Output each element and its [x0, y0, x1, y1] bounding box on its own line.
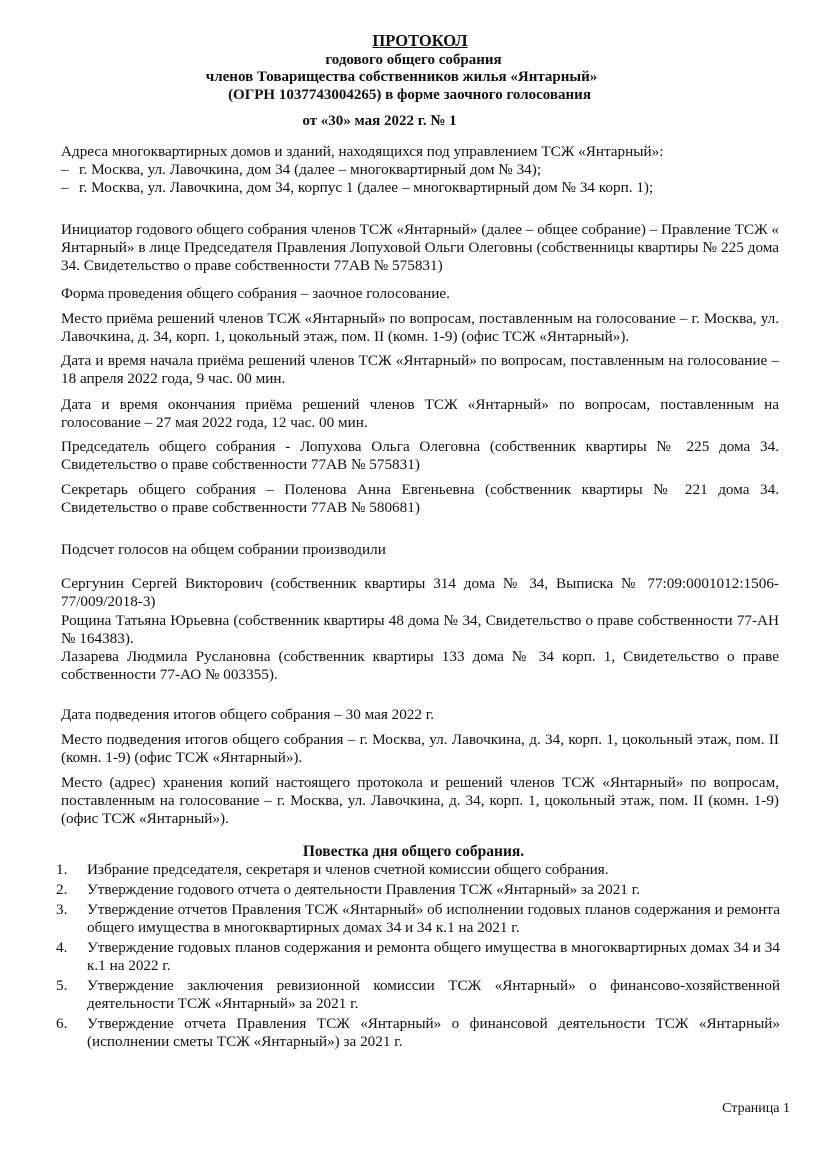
agenda-text: Утверждение заключения ревизионной комиссии ТСЖ «Янтарный» о финансово-хозяйственной деятельности ТСЖ «Янтарный» за 2021 г.	[87, 977, 780, 1012]
storage-paragraph: Место (адрес) хранения копий настоящего протокола и решений членов ТСЖ «Янтарный» по вопросам, поставленным на голосование – г. Москва, ул. Лавочкина, д. 34, корп. 1, цокольный этаж, пом. II (комн. 1-9) (офис ТСЖ «Янтарный»).	[61, 774, 779, 827]
protocol-subtitle: годового общего собрания	[325, 52, 502, 68]
agenda-item	[56, 1015, 780, 1051]
agenda-number: 6.	[56, 1015, 68, 1032]
agenda-text: Утверждение годовых планов содержания и ремонта общего имущества в многоквартирных домах 34 и 34 к.1 на 2022 г.	[87, 939, 780, 974]
initiator-paragraph: Инициатор годового общего собрания членов ТСЖ «Янтарный» (далее – общее собрание) – Правление ТСЖ « Янтарный» в лице Председателя Правления Лопуховой Ольги Олеговны (собственницы квартиры № 225 дома 34. Свидетельство о праве собственности 77АВ № 575831)	[61, 221, 779, 274]
agenda-item	[56, 881, 780, 899]
agenda-number: 2.	[56, 881, 68, 898]
agenda-text: Утверждение отчетов Правления ТСЖ «Янтарный» об исполнении годовых планов содержания и ремонта общего имущества в многоквартирных домах 34 и 34 к.1 на 2021 г.	[87, 901, 780, 936]
addresses-intro: Адреса многоквартирных домов и зданий, находящихся под управлением ТСЖ «Янтарный»:	[61, 143, 664, 160]
start-datetime-paragraph: Дата и время начала приёма решений членов ТСЖ «Янтарный» по вопросам, поставленным на голосование – 18 апреля 2022 года, 9 час. 00 мин.	[61, 352, 779, 387]
agenda-item	[56, 901, 780, 937]
address-item	[61, 179, 779, 197]
agenda-item	[56, 939, 780, 975]
counting-intro: Подсчет голосов на общем собрании производили	[61, 541, 386, 558]
address-item	[61, 161, 779, 179]
protocol-title: ПРОТОКОЛ	[372, 31, 468, 50]
protocol-subtitle-members: членов Товарищества собственников жилья «Янтарный»	[205, 69, 598, 85]
counter-item: Сергунин Сергей Викторович (собственник квартиры 314 дома № 34, Выписка № 77:09:0001012:1506-77/009/2018-3)	[61, 575, 779, 610]
end-datetime-paragraph: Дата и время окончания приёма решений членов ТСЖ «Янтарный» по вопросам, поставленным на голосование – 27 мая 2022 года, 12 час. 00 мин.	[61, 396, 779, 431]
chair-paragraph: Председатель общего собрания - Лопухова Ольга Олеговна (собственник квартиры № 225 дома 34. Свидетельство о праве собственности 77АВ № 575831)	[61, 438, 779, 473]
dash-mark: –	[61, 179, 69, 196]
agenda-text: Утверждение отчета Правления ТСЖ «Янтарный» о финансовой деятельности ТСЖ «Янтарный» (исполнении сметы ТСЖ «Янтарный») за 2021 г.	[87, 1015, 780, 1050]
secretary-paragraph: Секретарь общего собрания – Поленова Анна Евгеньевна (собственник квартиры № 221 дома 34. Свидетельство о праве собственности 77АВ № 580681)	[61, 481, 779, 516]
agenda-number: 3.	[56, 901, 68, 918]
page-number: Страница 1	[722, 1101, 790, 1116]
agenda-title: Повестка дня общего собрания.	[302, 843, 525, 860]
agenda-number: 1.	[56, 861, 68, 878]
agenda-item	[56, 861, 780, 879]
receive-place-paragraph: Место приёма решений членов ТСЖ «Янтарный» по вопросам, поставленным на голосование – г. Москва, ул. Лавочкина, д. 34, корп. 1, цокольный этаж, пом. II (комн. 1-9) (офис ТСЖ «Янтарный»).	[61, 310, 779, 345]
agenda-number: 5.	[56, 977, 68, 994]
counter-item: Лазарева Людмила Руслановна (собственник квартиры 133 дома № 34 корп. 1, Свидетельство о праве собственности 77-АО № 003355).	[61, 648, 779, 683]
protocol-subtitle-ogrn: (ОГРН 1037743004265) в форме заочного голосования	[228, 87, 591, 103]
summary-date-paragraph: Дата подведения итогов общего собрания – 30 мая 2022 г.	[61, 706, 435, 723]
addresses-block	[61, 143, 779, 197]
agenda-list	[56, 861, 780, 1053]
agenda-number: 4.	[56, 939, 68, 956]
dash-mark: –	[61, 161, 69, 178]
agenda-item	[56, 977, 780, 1013]
address-text: г. Москва, ул. Лавочкина, дом 34 (далее – многоквартирный дом № 34);	[79, 161, 542, 178]
address-text: г. Москва, ул. Лавочкина, дом 34, корпус 1 (далее – многоквартирный дом № 34 корп. 1);	[79, 179, 654, 196]
agenda-text: Избрание председателя, секретаря и членов счетной комиссии общего собрания.	[87, 861, 609, 878]
counter-item: Рощина Татьяна Юрьевна (собственник квартиры 48 дома № 34, Свидетельство о праве собственности 77-АН № 164383).	[61, 612, 779, 647]
protocol-date-number: от «30» мая 2022 г. № 1	[302, 113, 457, 129]
form-paragraph: Форма проведения общего собрания – заочное голосование.	[61, 285, 450, 302]
agenda-text: Утверждение годового отчета о деятельности Правления ТСЖ «Янтарный» за 2021 г.	[87, 881, 641, 898]
summary-place-paragraph: Место подведения итогов общего собрания – г. Москва, ул. Лавочкина, д. 34, корп. 1, цокольный этаж, пом. II (комн. 1-9) (офис ТСЖ «Янтарный»).	[61, 731, 779, 766]
